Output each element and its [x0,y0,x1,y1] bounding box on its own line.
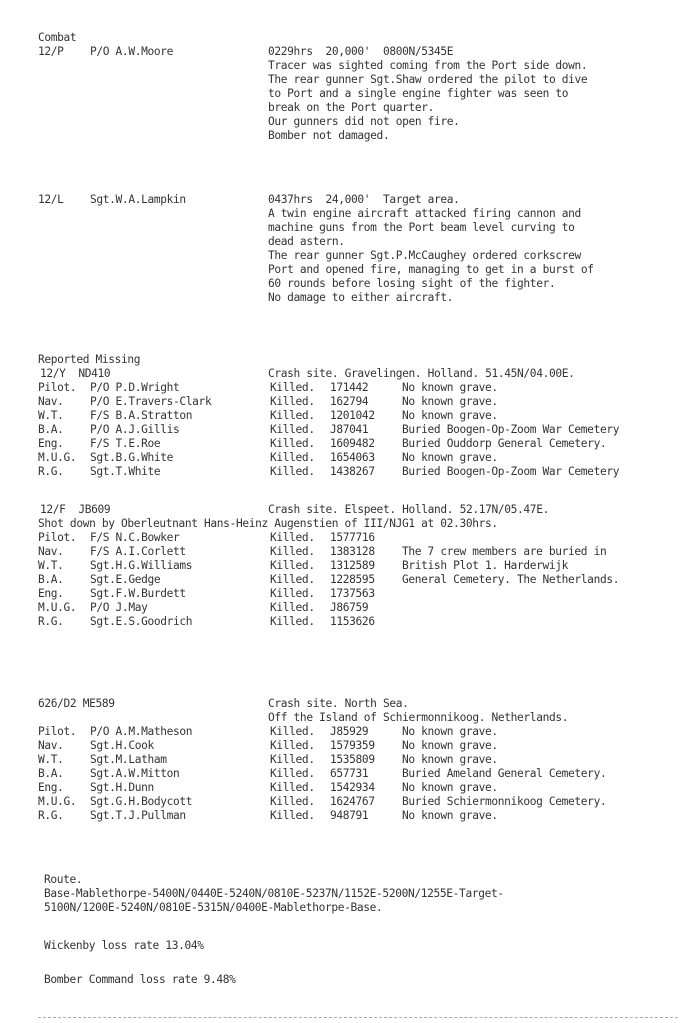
crew-name: P/O E.Travers-Clark [90,395,212,408]
route-heading: Route. [44,873,83,886]
crash-site-detail: Off the Island of Schiermonnikoog. Netherlands. [268,711,569,724]
crew-role: Pilot. [38,725,77,738]
aircraft-id: 626/D2 ME589 [38,697,115,710]
crew-note: General Cemetery. The Netherlands. [402,573,620,586]
crew-service-number: J86759 [330,601,369,614]
crew-status: Killed. [270,465,315,478]
crew-status: Killed. [270,809,315,822]
missing-heading: Reported Missing [38,353,141,366]
crew-status: Killed. [270,559,315,572]
crew-status: Killed. [270,615,315,628]
combat-line: Port and opened fire, managing to get in a burst of [268,263,594,276]
wickenby-loss-rate: Wickenby loss rate 13.04% [44,939,204,952]
combat-heading: Combat [38,31,77,44]
combat-line: Our gunners did not open fire. [268,115,460,128]
aircraft-id: 12/F JB609 [40,503,111,516]
crew-name: P/O P.D.Wright [90,381,180,394]
crew-name: Sgt.E.Gedge [90,573,161,586]
crew-note: No known grave. [402,409,498,422]
crew-role: W.T. [38,753,64,766]
crew-service-number: 1579359 [330,739,375,752]
crew-role: B.A. [38,573,64,586]
crew-service-number: 1737563 [330,587,375,600]
crew-name: Sgt.B.G.White [90,451,174,464]
crew-service-number: 1577716 [330,531,375,544]
crew-role: M.U.G. [38,451,77,464]
crew-status: Killed. [270,753,315,766]
crew-status: Killed. [270,451,315,464]
combat-line: break on the Port quarter. [268,101,435,114]
crew-note: No known grave. [402,381,498,394]
combat-line: The rear gunner Sgt.Shaw ordered the pilot to dive [268,73,588,86]
shot-down-note: Shot down by Oberleutnant Hans-Heinz Augenstien of III/NJG1 at 02.30hrs. [38,517,498,530]
crash-site: Crash site. Elspeet. Holland. 52.17N/05.47E. [268,503,549,516]
crew-role: Eng. [38,781,64,794]
crew-name: F/S B.A.Stratton [90,409,193,422]
crew-service-number: 1383128 [330,545,375,558]
crew-service-number: 1535809 [330,753,375,766]
combat-line: A twin engine aircraft attacked firing cannon and [268,207,581,220]
crew-service-number: 1201042 [330,409,375,422]
crew-note: Buried Boogen-Op-Zoom War Cemetery [402,465,620,478]
crew-name: Sgt.T.J.Pullman [90,809,186,822]
crew-role: Nav. [38,739,64,752]
crew-name: Sgt.A.W.Mitton [90,767,180,780]
combat-line: dead astern. [268,235,345,248]
crew-service-number: 657731 [330,767,369,780]
crew-role: Nav. [38,545,64,558]
crew-name: P/O A.J.Gillis [90,423,180,436]
aircraft-id: 12/Y ND410 [40,367,111,380]
crew-status: Killed. [270,725,315,738]
crash-site: Crash site. North Sea. [268,697,409,710]
crew-note: No known grave. [402,753,498,766]
crew-name: P/O A.M.Matheson [90,725,193,738]
crew-note: No known grave. [402,809,498,822]
crew-status: Killed. [270,601,315,614]
crew-name: Sgt.E.S.Goodrich [90,615,193,628]
crew-service-number: 1312589 [330,559,375,572]
crew-role: B.A. [38,423,64,436]
combat-line: 0229hrs 20,000' 0800N/5345E [268,45,454,58]
crew-role: M.U.G. [38,601,77,614]
combat-line: The rear gunner Sgt.P.McCaughey ordered corkscrew [268,249,581,262]
crew-name: Sgt.F.W.Burdett [90,587,186,600]
crew-service-number: 1153626 [330,615,375,628]
crew-name: F/S A.I.Corlett [90,545,186,558]
crew-note: Buried Boogen-Op-Zoom War Cemetery [402,423,620,436]
bomber-command-loss-rate: Bomber Command loss rate 9.48% [44,973,236,986]
crew-note: No known grave. [402,451,498,464]
crew-status: Killed. [270,395,315,408]
crew-role: R.G. [38,615,64,628]
crew-role: B.A. [38,767,64,780]
crew-service-number: J85929 [330,725,369,738]
crew-name: Sgt.H.G.Williams [90,559,193,572]
crew-status: Killed. [270,573,315,586]
crew-name: Sgt.H.Dunn [90,781,154,794]
crash-site: Crash site. Gravelingen. Holland. 51.45N/04.00E. [268,367,575,380]
combat-pilot: Sgt.W.A.Lampkin [90,193,186,206]
crew-role: W.T. [38,559,64,572]
crew-note: Buried Schiermonnikoog Cemetery. [402,795,607,808]
combat-line: Tracer was sighted coming from the Port side down. [268,59,588,72]
crew-note: British Plot 1. Harderwijk [402,559,569,572]
crew-note: No known grave. [402,739,498,752]
crew-role: R.G. [38,465,64,478]
combat-line: 60 rounds before losing sight of the fighter. [268,277,556,290]
combat-line: 0437hrs 24,000' Target area. [268,193,460,206]
crew-name: Sgt.M.Latham [90,753,167,766]
page-bottom-divider [38,1017,678,1018]
crew-status: Killed. [270,545,315,558]
crew-service-number: 1654063 [330,451,375,464]
combat-line: No damage to either aircraft. [268,291,454,304]
crew-status: Killed. [270,437,315,450]
crew-note: The 7 crew members are buried in [402,545,607,558]
crew-service-number: 1438267 [330,465,375,478]
crew-service-number: 1542934 [330,781,375,794]
combat-line: machine guns from the Port beam level curving to [268,221,575,234]
combat-pilot: P/O A.W.Moore [90,45,174,58]
crew-service-number: J87041 [330,423,369,436]
crew-service-number: 1228595 [330,573,375,586]
crew-status: Killed. [270,781,315,794]
crew-service-number: 1609482 [330,437,375,450]
crew-status: Killed. [270,423,315,436]
crew-service-number: 1624767 [330,795,375,808]
crew-role: Nav. [38,395,64,408]
crew-status: Killed. [270,531,315,544]
crew-status: Killed. [270,767,315,780]
combat-aircraft: 12/L [38,193,64,206]
crew-note: No known grave. [402,725,498,738]
crew-role: Eng. [38,437,64,450]
crew-note: Buried Ameland General Cemetery. [402,767,607,780]
combat-line: to Port and a single engine fighter was seen to [268,87,569,100]
crew-note: Buried Ouddorp General Cemetery. [402,437,607,450]
crew-status: Killed. [270,739,315,752]
crew-name: Sgt.T.White [90,465,161,478]
crew-role: M.U.G. [38,795,77,808]
crew-role: Pilot. [38,531,77,544]
combat-aircraft: 12/P [38,45,64,58]
crew-role: W.T. [38,409,64,422]
crew-status: Killed. [270,381,315,394]
crew-role: Pilot. [38,381,77,394]
crew-status: Killed. [270,587,315,600]
crew-note: No known grave. [402,395,498,408]
crew-service-number: 162794 [330,395,369,408]
route-line: Base-Mablethorpe-5400N/0440E-5240N/0810E-5237N/1152E-5200N/1255E-Target- [44,887,504,900]
crew-role: R.G. [38,809,64,822]
crew-name: P/O J.May [90,601,148,614]
crew-status: Killed. [270,409,315,422]
crew-role: Eng. [38,587,64,600]
crew-status: Killed. [270,795,315,808]
crew-name: F/S N.C.Bowker [90,531,180,544]
combat-line: Bomber not damaged. [268,129,390,142]
route-line: 5100N/1200E-5240N/0810E-5315N/0400E-Mablethorpe-Base. [44,901,383,914]
crew-name: Sgt.G.H.Bodycott [90,795,193,808]
crew-note: No known grave. [402,781,498,794]
crew-name: Sgt.H.Cook [90,739,154,752]
crew-service-number: 948791 [330,809,369,822]
crew-name: F/S T.E.Roe [90,437,161,450]
crew-service-number: 171442 [330,381,369,394]
